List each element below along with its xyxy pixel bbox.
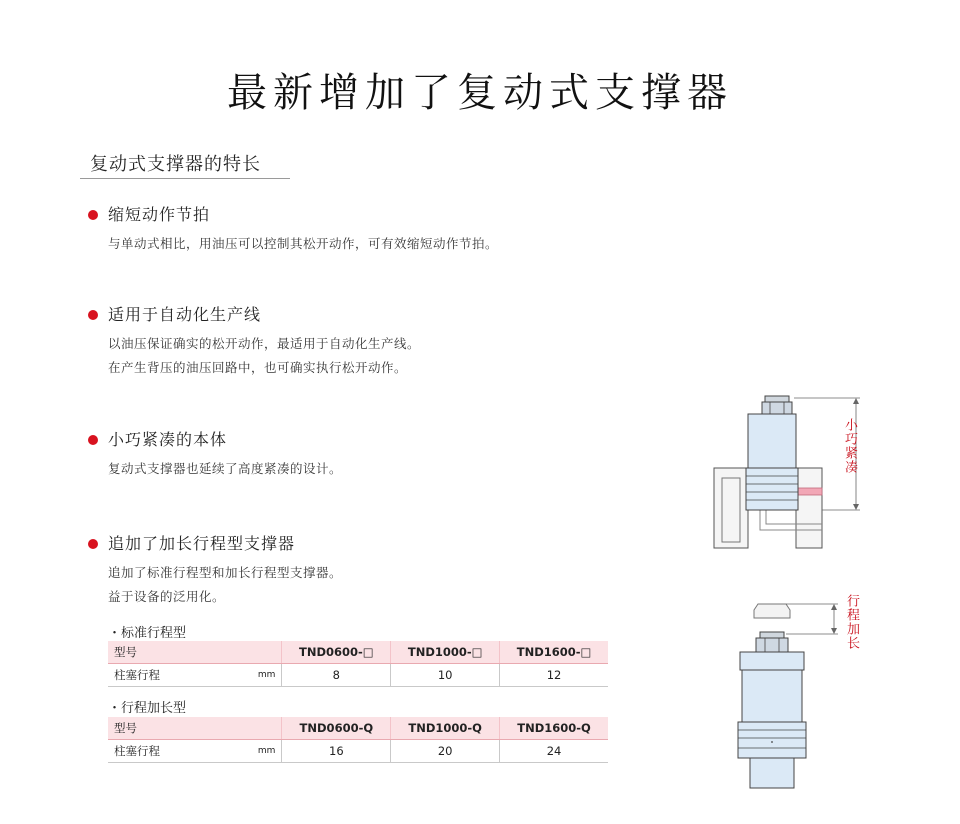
table-header-label: 型号 bbox=[108, 717, 282, 740]
compact-label: 小巧紧凑 bbox=[842, 418, 857, 474]
feature-item bbox=[88, 304, 648, 380]
row-label: 柱塞行程 bbox=[108, 664, 220, 687]
bullet-dot-icon bbox=[88, 539, 98, 549]
bullet-dot-icon bbox=[88, 435, 98, 445]
feature-title: 小巧紧凑的本体 bbox=[108, 430, 228, 449]
feature-title: 追加了加长行程型支撑器 bbox=[108, 534, 296, 553]
stroke-value: 16 bbox=[282, 740, 391, 763]
feature-item bbox=[88, 429, 648, 481]
feature-item bbox=[88, 533, 648, 609]
bullet-dot-icon bbox=[88, 210, 98, 220]
model-name: TND0600-Q bbox=[282, 717, 391, 740]
unit-label: mm bbox=[220, 664, 282, 687]
page-title: 最新增加了复动式支撑器 bbox=[227, 69, 733, 116]
table-header-label: 型号 bbox=[108, 641, 282, 664]
model-name: TND1000-Q bbox=[391, 717, 500, 740]
feature-description: 益于设备的泛用化。 bbox=[108, 589, 226, 604]
model-name: TND1600-□ bbox=[500, 641, 608, 664]
bullet-dot-icon bbox=[88, 310, 98, 320]
feature-item bbox=[88, 204, 648, 256]
stroke-value: 8 bbox=[282, 664, 391, 687]
stroke-extension-label: 行程加长 bbox=[844, 594, 859, 650]
stroke-value: 12 bbox=[500, 664, 608, 687]
table-caption: ・标准行程型 bbox=[108, 626, 187, 641]
feature-description: 以油压保证确实的松开动作，最适用于自动化生产线。 bbox=[108, 336, 421, 351]
section-divider bbox=[80, 178, 290, 179]
section-heading: 复动式支撑器的特长 bbox=[90, 154, 261, 175]
stroke-value: 24 bbox=[500, 740, 608, 763]
model-name: TND1600-Q bbox=[500, 717, 608, 740]
feature-description: 追加了标准行程型和加长行程型支撑器。 bbox=[108, 565, 343, 580]
stroke-value: 10 bbox=[391, 664, 500, 687]
table-caption: ・行程加长型 bbox=[108, 701, 187, 716]
feature-description: 复动式支撑器也延续了高度紧凑的设计。 bbox=[108, 461, 343, 476]
spec-table-long-stroke bbox=[108, 717, 608, 763]
unit-label: mm bbox=[220, 740, 282, 763]
feature-title: 缩短动作节拍 bbox=[108, 205, 211, 224]
row-label: 柱塞行程 bbox=[108, 740, 220, 763]
model-name: TND0600-□ bbox=[282, 641, 391, 664]
feature-description: 在产生背压的油压回路中，也可确实执行松开动作。 bbox=[108, 360, 408, 375]
model-name: TND1000-□ bbox=[391, 641, 500, 664]
feature-description: 与单动式相比，用油压可以控制其松开动作，可有效缩短动作节拍。 bbox=[108, 236, 499, 251]
feature-title: 适用于自动化生产线 bbox=[108, 305, 262, 324]
spec-table-standard bbox=[108, 641, 608, 687]
stroke-value: 20 bbox=[391, 740, 500, 763]
